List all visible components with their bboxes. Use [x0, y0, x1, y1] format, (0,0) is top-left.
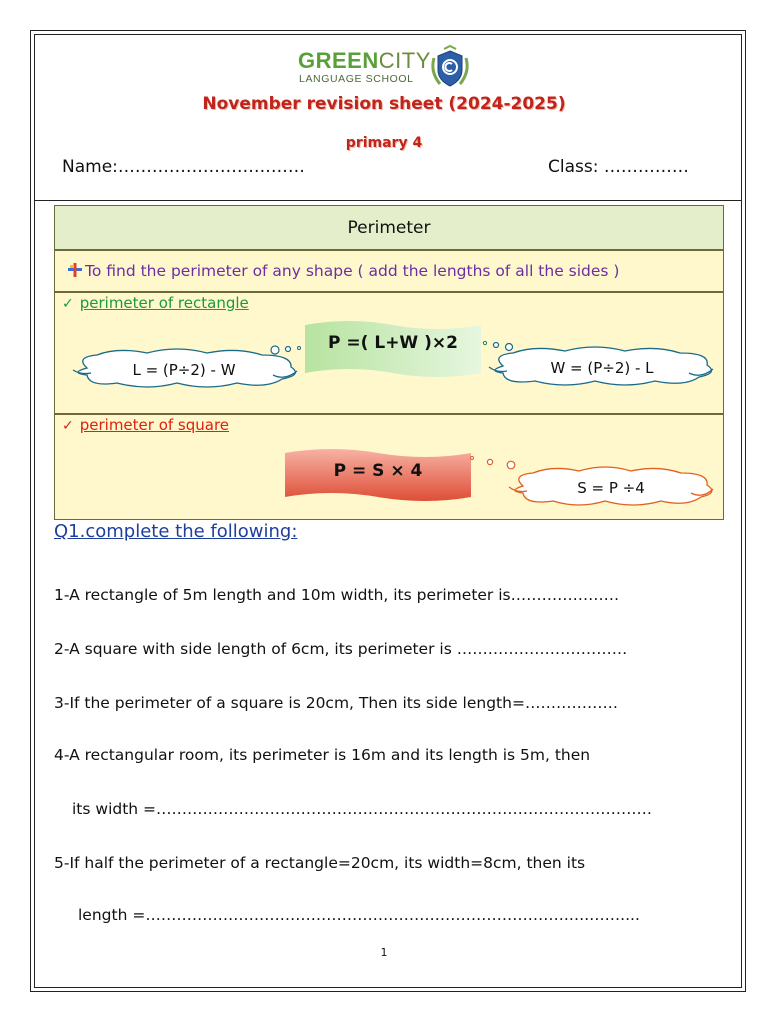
perimeter-title-box	[54, 205, 724, 250]
perimeter-intro-text: To find the perimeter of any shape ( add the lengths of all the sides )	[85, 262, 620, 280]
grade-label: primary 4	[345, 135, 423, 151]
logo-wordmark-green: GREEN	[298, 48, 379, 73]
thought-dots-left	[267, 339, 307, 357]
page-number: 1	[380, 946, 388, 959]
square-heading-label: perimeter of square	[79, 416, 230, 434]
length-formula: L = (P÷2) - W	[132, 361, 236, 379]
class-field: Class: ……………	[548, 157, 689, 177]
school-emblem-icon	[426, 44, 474, 92]
square-heading	[62, 416, 229, 434]
document-title: November revision sheet (2024-2025)	[202, 94, 566, 114]
question-5: 5-If half the perimeter of a rectangle=20cm, its width=8cm, then its	[54, 854, 586, 872]
question-5-answer-line: length =……………………………………………………………………….….……....	[78, 906, 640, 924]
perimeter-title: Perimeter	[347, 218, 431, 238]
question-4-answer-line: its width =……………………………………………………………………………………	[72, 800, 653, 818]
rectangle-main-formula: P =( L+W )×2	[328, 333, 458, 353]
square-formula-box	[54, 414, 724, 520]
header-divider	[34, 200, 742, 201]
check-icon: ✓	[62, 418, 74, 434]
square-main-formula: P = S × 4	[333, 461, 423, 481]
check-icon: ✓	[62, 296, 74, 312]
question-4: 4-A rectangular room, its perimeter is 16m and its length is 5m, then	[54, 746, 591, 764]
logo-wordmark	[298, 48, 431, 74]
question-3: 3-If the perimeter of a square is 20cm, Then its side length=………………	[54, 694, 618, 712]
rectangle-formula-box	[54, 292, 724, 414]
name-field: Name:……………………………	[62, 157, 305, 177]
rectangle-heading-label: perimeter of rectangle	[79, 294, 249, 312]
pin-icon	[67, 262, 83, 278]
logo-wordmark-city: CITY	[378, 48, 431, 73]
width-formula: W = (P÷2) - L	[550, 359, 654, 377]
perimeter-intro-box	[54, 250, 724, 292]
question-1: 1-A rectangle of 5m length and 10m width, its perimeter is…………………	[54, 586, 620, 604]
rectangle-heading	[62, 294, 249, 312]
logo-subtitle: LANGUAGE SCHOOL	[299, 73, 414, 85]
side-formula: S = P ÷4	[577, 479, 645, 497]
questions-heading: Q1.complete the following:	[54, 521, 298, 542]
school-logo	[298, 44, 478, 94]
question-2: 2-A square with side length of 6cm, its perimeter is ……………………………	[54, 640, 628, 658]
